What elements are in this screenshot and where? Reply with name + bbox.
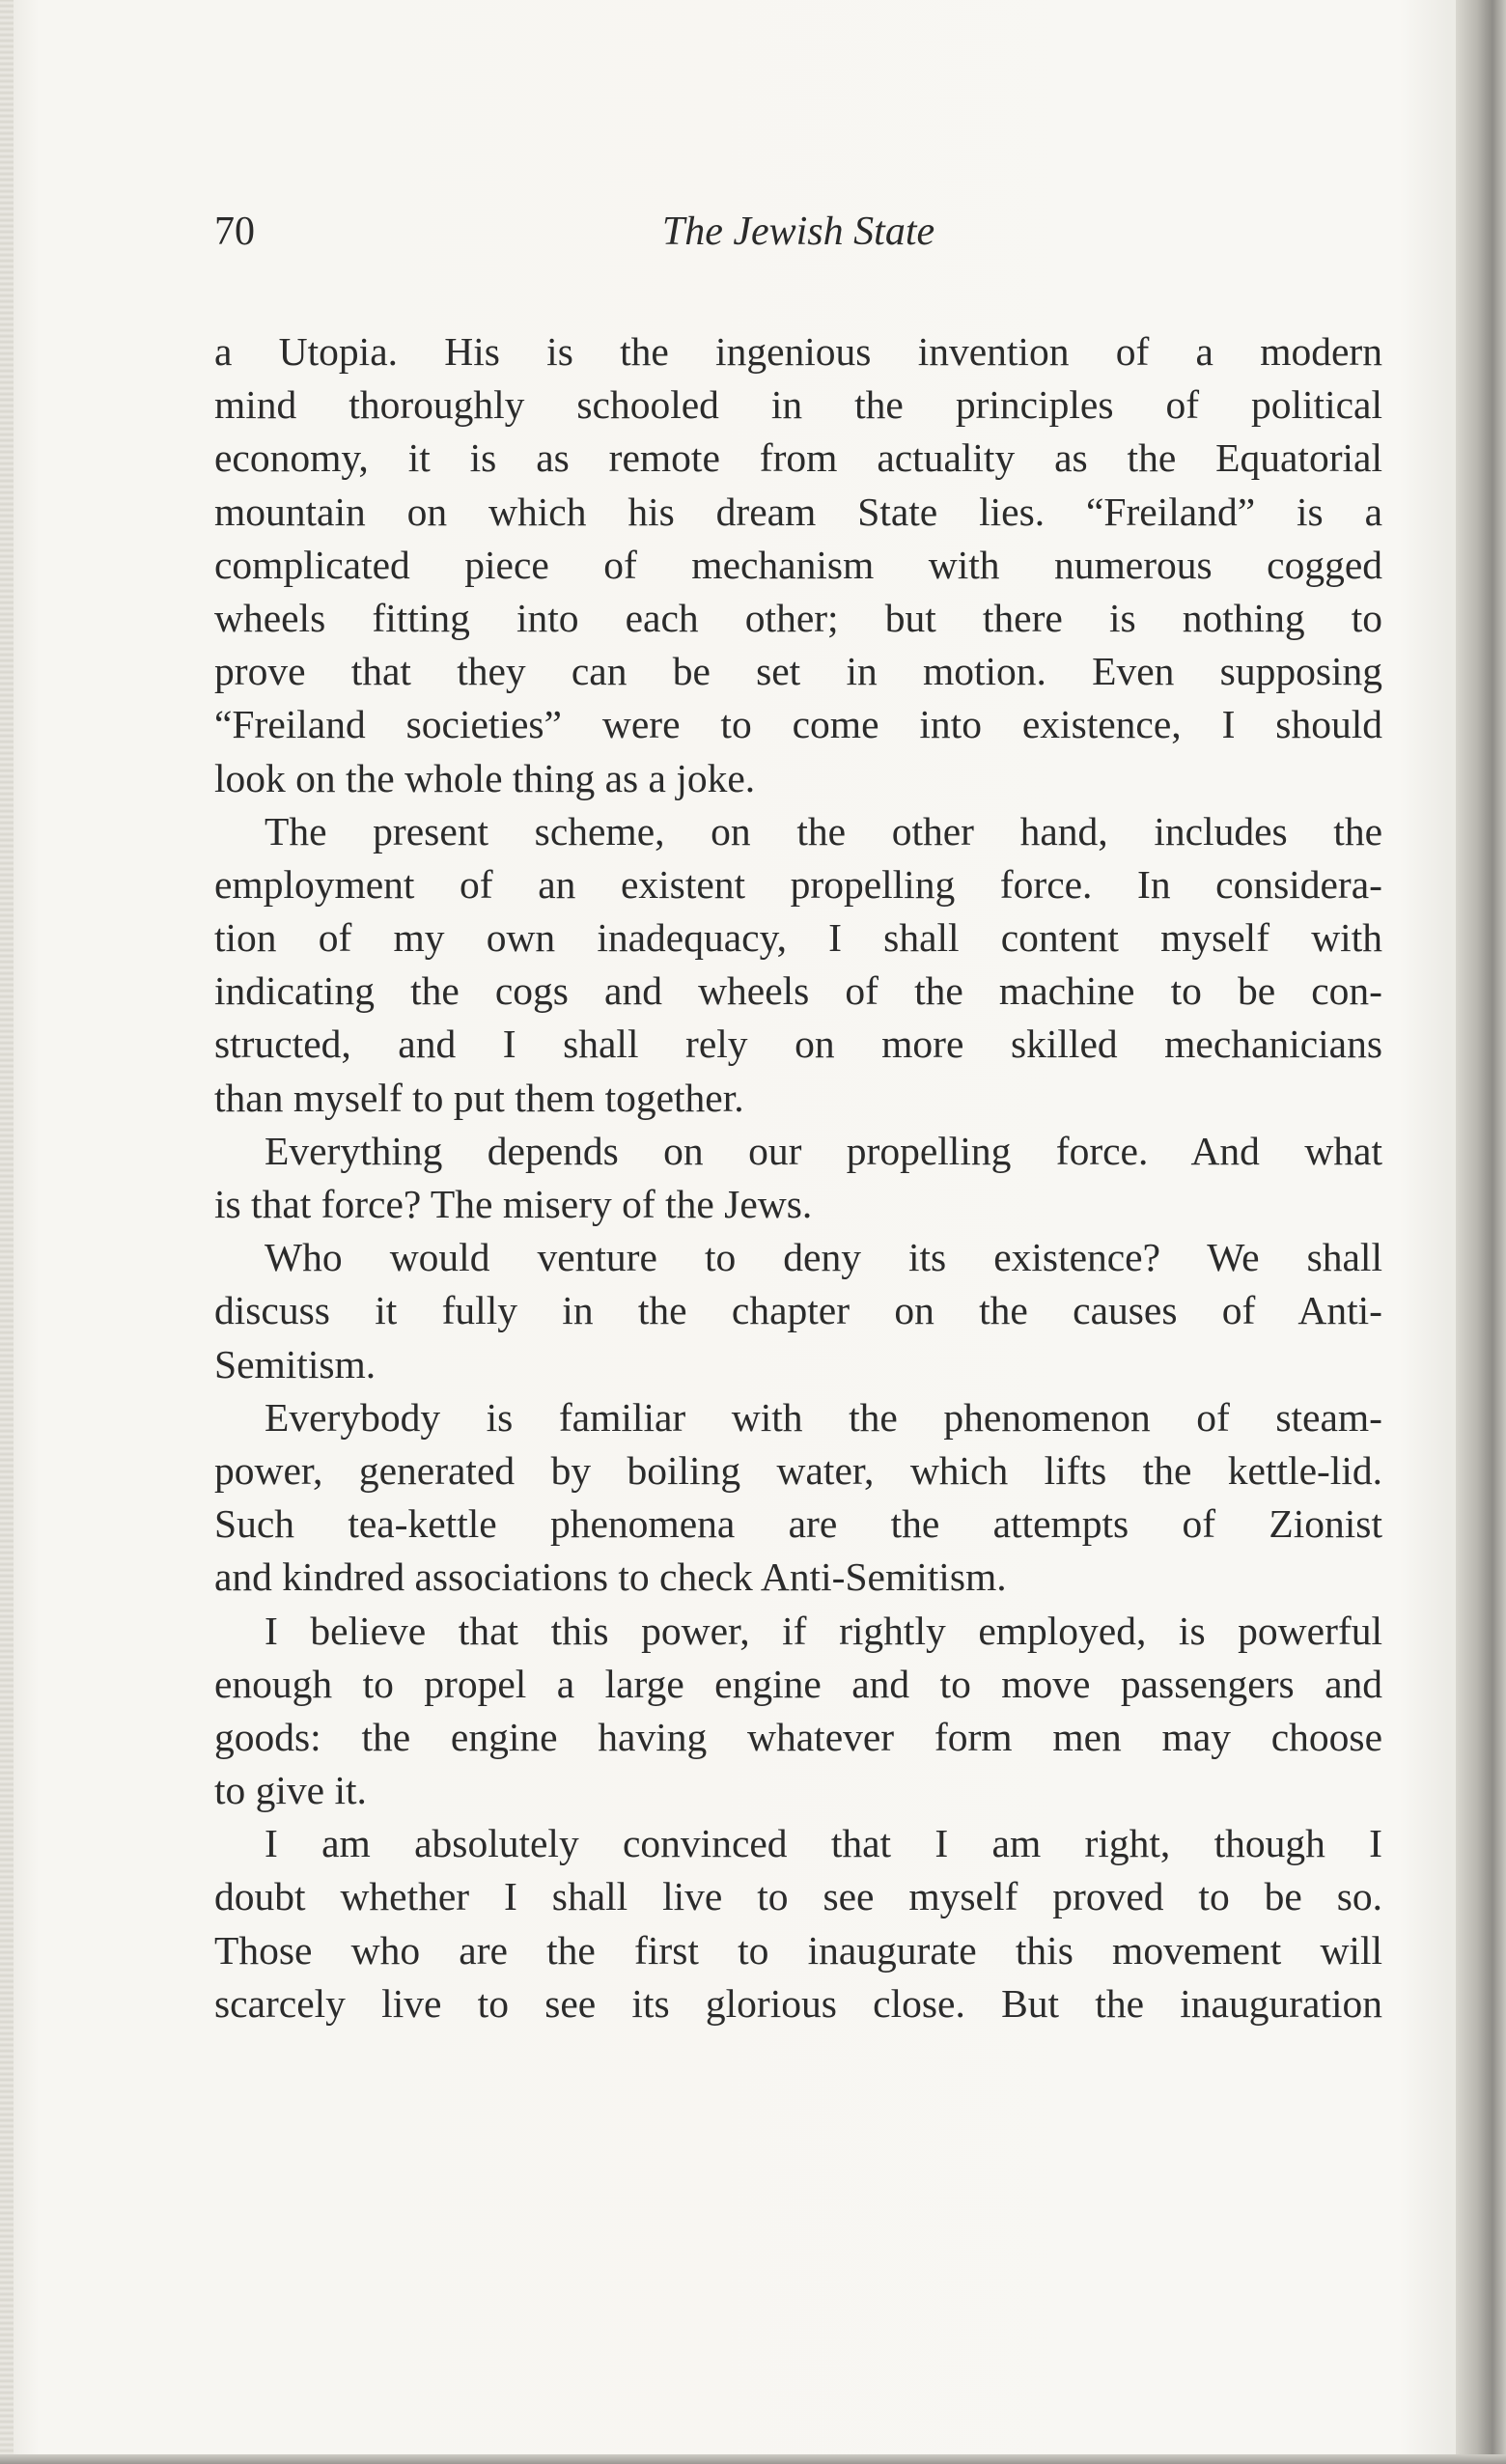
running-title: The Jewish State [661, 210, 935, 254]
text-line: Everybody is familiar with the phenomenon of steam- [265, 1394, 1382, 1440]
text-line: mind thoroughly schooled in the principles of political [214, 382, 1382, 428]
text-line: power, generated by boiling water, which lifts the kettle-lid. [214, 1447, 1382, 1493]
text-line: to give it. [214, 1768, 367, 1813]
text-line: prove that they can be set in motion. Even supposing [214, 649, 1382, 694]
body-text [214, 325, 1382, 2030]
text-line: wheels fitting into each other; but there is nothing to [214, 595, 1382, 640]
text-line: economy, it is as remote from actuality as the Equatorial [214, 435, 1382, 481]
text-line: mountain on which his dream State lies. “Freiland” is a [214, 489, 1382, 534]
text-line: Who would venture to deny its existence? We shall [265, 1235, 1382, 1280]
page-number: 70 [214, 210, 255, 254]
text-line: Those who are the first to inaugurate this movement will [214, 1927, 1382, 1973]
text-line: I believe that this power, if rightly employed, is powerful [265, 1608, 1382, 1653]
text-line: I am absolutely convinced that I am right, though I [265, 1821, 1382, 1866]
text-line: “Freiland societies” were to come into existence, I should [214, 702, 1382, 747]
text-line: look on the whole thing as a joke. [214, 755, 756, 800]
text-line: Semitism. [214, 1341, 376, 1386]
text-line: goods: the engine having whatever form men may choose [214, 1714, 1382, 1759]
running-header [214, 209, 1382, 276]
text-line: structed, and I shall rely on more skilled mechanicians [214, 1022, 1382, 1067]
text-line: and kindred associations to check Anti-Semitism. [214, 1554, 1007, 1600]
text-line: enough to propel a large engine and to move passengers and [214, 1661, 1382, 1706]
text-line: tion of my own inadequacy, I shall content myself with [214, 915, 1382, 961]
text-line: discuss it fully in the chapter on the causes of Anti- [214, 1288, 1382, 1333]
book-spine-shadow [1456, 0, 1506, 2464]
text-line: Everything depends on our propelling force. And what [265, 1128, 1382, 1173]
text-line: scarcely live to see its glorious close. But the inauguration [214, 1980, 1382, 2026]
text-line: is that force? The misery of the Jews. [214, 1182, 813, 1226]
text-line: employment of an existent propelling force. In considera- [214, 861, 1382, 907]
text-line: complicated piece of mechanism with numerous cogged [214, 542, 1382, 587]
page-left-edge [0, 0, 14, 2464]
text-line: a Utopia. His is the ingenious invention of a modern [214, 329, 1382, 374]
text-line: doubt whether I shall live to see myself proved to be so. [214, 1874, 1382, 1919]
text-line: than myself to put them together. [214, 1075, 744, 1120]
text-line: The present scheme, on the other hand, includes the [265, 808, 1382, 854]
text-line: indicating the cogs and wheels of the machine to be con- [214, 968, 1382, 1014]
page-bottom-edge [0, 2454, 1506, 2464]
text-line: Such tea-kettle phenomena are the attempts of Zionist [214, 1501, 1382, 1547]
